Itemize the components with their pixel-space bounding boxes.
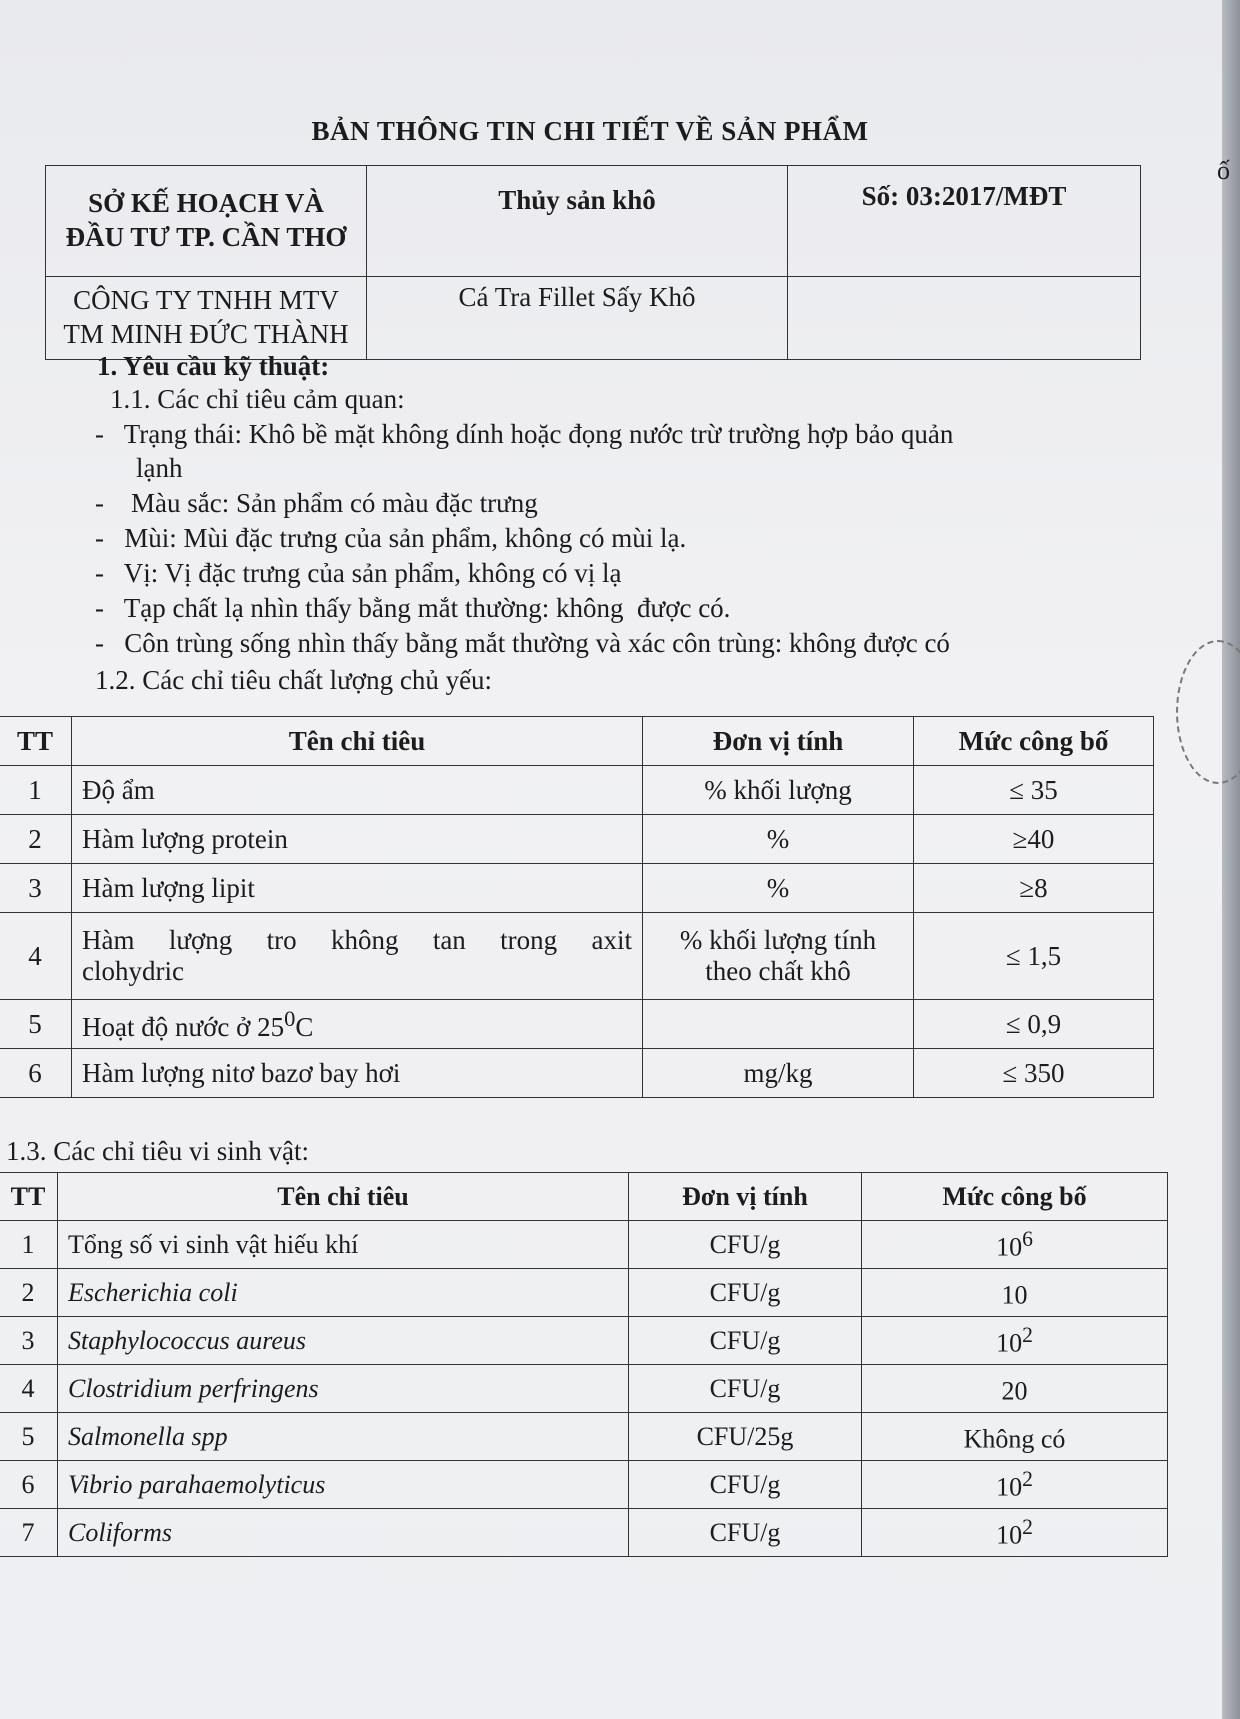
table-row: 5 Salmonella spp CFU/25g Không có [0, 1413, 1168, 1461]
header-tt: TT [0, 1173, 58, 1221]
header-value: Mức công bố [914, 717, 1154, 766]
page-edge [1222, 0, 1240, 1719]
sensory-line: - Mùi: Mùi đặc trưng của sản phẩm, không có mùi lạ. [95, 523, 687, 553]
document-title: BẢN THÔNG TIN CHI TIẾT VỀ SẢN PHẨM [311, 116, 869, 146]
table-header-row [0, 1173, 1168, 1221]
table-row: 1 Độ ẩm % khối lượng ≤ 35 [0, 766, 1154, 815]
sensory-line: - Vị: Vị đặc trưng của sản phẩm, không có vị lạ [95, 558, 622, 588]
section-1-1-heading: 1.1. Các chỉ tiêu cảm quan: [110, 384, 405, 414]
micro-table [0, 1172, 1168, 1557]
sensory-line: - Tạp chất lạ nhìn thấy bằng mắt thường: không được có. [95, 593, 731, 623]
table-row: 7 Coliforms CFU/g $10^2$ [0, 1509, 1168, 1557]
table-row: 2 Escherichia coli CFU/g 10 [0, 1269, 1168, 1317]
header-table [45, 165, 1141, 360]
header-name: Tên chỉ tiêu [58, 1173, 629, 1221]
product-cell: Cá Tra Fillet Sấy Khô [367, 277, 788, 360]
sensory-line: - Côn trùng sống nhìn thấy bằng mắt thường và xác côn trùng: không được có [95, 628, 950, 658]
table-row: 4 Clostridium perfringens CFU/g 20 [0, 1365, 1168, 1413]
table-row: 3 Staphylococcus aureus CFU/g $10^2$ [0, 1317, 1168, 1365]
sensory-line: - Trạng thái: Khô bề mặt không dính hoặc đọng nước trừ trường hợp bảo quản [95, 419, 954, 449]
header-tt: TT [0, 717, 72, 766]
category-cell: Thủy sản khô [367, 166, 788, 277]
sensory-line: - Màu sắc: Sản phẩm có màu đặc trưng [95, 488, 538, 518]
sensory-line: lạnh [136, 453, 183, 483]
issuer-cell: SỞ KẾ HOẠCH VÀ ĐẦU TƯ TP. CẦN THƠ [46, 166, 367, 277]
table-row: 2 Hàm lượng protein % ≥40 [0, 815, 1154, 864]
header-unit: Đơn vị tính [629, 1173, 862, 1221]
table-row: 5 Hoạt độ nước ở $25^0C$ ≤ 0,9 [0, 1000, 1154, 1049]
number-cell: Số: 03:2017/MĐT [788, 166, 1141, 277]
table-row: 1 Tổng số vi sinh vật hiếu khí CFU/g $10^6$ [0, 1221, 1168, 1269]
section-1-3-heading: 1.3. Các chỉ tiêu vi sinh vật: [6, 1136, 309, 1166]
table-row: 4 Hàm lượng tro không tan trong axit clohydric % khối lượng tính theo chất khô ≤ 1,5 [0, 913, 1154, 1000]
header-value: Mức công bố [862, 1173, 1168, 1221]
quality-table [0, 716, 1154, 1098]
empty-cell [788, 277, 1141, 360]
section-1-2-heading: 1.2. Các chỉ tiêu chất lượng chủ yếu: [95, 665, 493, 695]
table-row: 6 Vibrio parahaemolyticus CFU/g $10^2$ [0, 1461, 1168, 1509]
header-unit: Đơn vị tính [643, 717, 914, 766]
table-row: 3 Hàm lượng lipit % ≥8 [0, 864, 1154, 913]
header-name: Tên chỉ tiêu [72, 717, 643, 766]
table-header-row [0, 717, 1154, 766]
table-row: 6 Hàm lượng nitơ bazơ bay hơi mg/kg ≤ 350 [0, 1049, 1154, 1098]
edge-fragment: ố [1217, 156, 1230, 185]
company-cell: CÔNG TY TNHH MTV TM MINH ĐỨC THÀNH [46, 277, 367, 360]
section-1-heading: 1. Yêu cầu kỹ thuật: [97, 351, 330, 381]
